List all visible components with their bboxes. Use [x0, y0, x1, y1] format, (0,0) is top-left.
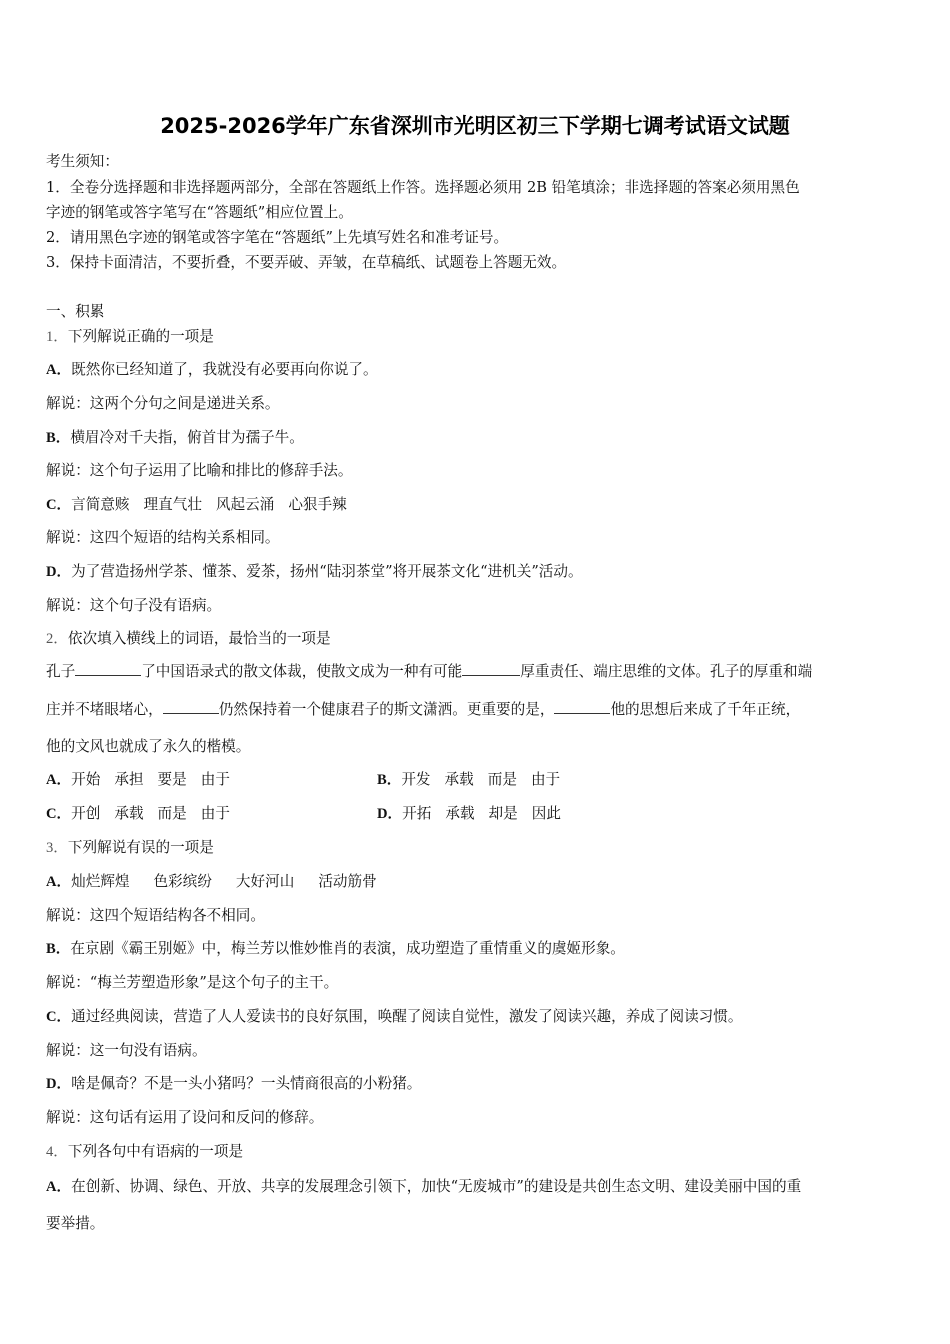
option-word: 由于	[530, 771, 561, 788]
q3-option-d-explain: 解说：这句话有运用了设问和反问的修辞。	[46, 1109, 324, 1126]
q3-option-c	[46, 1007, 742, 1027]
notice-item-number: 2．	[46, 229, 70, 246]
option-text: 横眉冷对千夫指，俯首甘为孺子牛。	[70, 429, 304, 446]
option-label: C．	[46, 806, 72, 822]
q3-option-b	[46, 939, 625, 959]
option-word: 开创	[71, 805, 101, 822]
phrase: 风起云涌	[215, 496, 275, 513]
option-label: A．	[46, 874, 72, 890]
q2-option-c	[46, 804, 230, 824]
option-label: C．	[46, 497, 72, 513]
fill-blank-3	[163, 701, 219, 714]
option-text: 在京剧《霸王别姬》中，梅兰芳以惟妙惟肖的表演，成功塑造了重情重义的虞姬形象。	[70, 940, 625, 957]
passage-text: 了中国语录式的散文体裁，使散文成为一种有可能	[141, 663, 463, 680]
option-text: 通过经典阅读，营造了人人爱读书的良好氛围，唤醒了阅读自觉性，激发了阅读兴趣，养成了阅读习惯。	[71, 1008, 743, 1025]
option-label: A．	[46, 772, 72, 788]
notice-item-text: 请用黑色字迹的钢笔或答字笔在“答题纸”上先填写姓名和准考证号。	[69, 229, 509, 246]
q2-passage-line-1	[46, 662, 812, 682]
phrase: 灿烂辉煌	[71, 873, 130, 890]
option-word: 而是	[487, 771, 517, 788]
q2-passage-line-2	[46, 700, 800, 720]
option-text: 啥是佩奇？不是一头小猪吗？一头情商很高的小粉猪。	[71, 1075, 422, 1092]
question-3-stem	[46, 838, 214, 858]
option-word: 要是	[157, 771, 187, 788]
phrase: 大好河山	[235, 873, 295, 890]
notice-item-text: 保持卡面清洁，不要折叠，不要弄破、弄皱，在草稿纸、试题卷上答题无效。	[69, 254, 567, 271]
q2-passage-line-3: 他的文风也就成了永久的楷模。	[46, 738, 251, 755]
option-label: D．	[46, 564, 72, 580]
q3-option-d	[46, 1074, 421, 1094]
phrase: 理直气壮	[143, 496, 202, 513]
option-word: 承载	[444, 771, 474, 788]
document-title: 2025-2026学年广东省深圳市光明区初三下学期七调考试语文试题	[160, 114, 790, 138]
notice-item-1-continued: 字迹的钢笔或答字笔写在“答题纸”相应位置上。	[46, 204, 353, 221]
q3-option-b-explain: 解说：“梅兰芳塑造形象”是这个句子的主干。	[46, 974, 339, 991]
option-word: 因此	[531, 805, 561, 822]
question-number: 1．	[46, 329, 68, 345]
notice-heading: 考生须知：	[46, 153, 119, 170]
option-word: 开拓	[402, 805, 432, 822]
option-text: 为了营造扬州学茶、懂茶、爱茶，扬州“陆羽茶堂”将开展茶文化“进机关”活动。	[71, 563, 583, 580]
passage-text: 仍然保持着一个健康君子的斯文潇洒。更重要的是，	[218, 701, 555, 718]
option-word: 承载	[445, 805, 475, 822]
fill-blank-2	[462, 663, 520, 676]
q1-option-b-explain: 解说：这个句子运用了比喻和排比的修辞手法。	[46, 462, 353, 479]
option-word: 承担	[114, 771, 144, 788]
passage-text: 厚重责任、端庄思维的文体。孔子的厚重和端	[520, 663, 813, 680]
section-heading: 一、积累	[46, 303, 105, 320]
q4-option-a-continued: 要举措。	[46, 1215, 105, 1232]
option-label: B．	[377, 772, 402, 788]
question-stem-text: 下列解说有误的一项是	[67, 839, 214, 856]
notice-item-number: 3．	[46, 254, 70, 271]
notice-item-number: 1．	[46, 179, 70, 196]
passage-text: 他的思想后来成了千年正统，	[610, 701, 801, 718]
phrase: 心狠手辣	[288, 496, 347, 513]
notice-item-3	[46, 253, 566, 273]
q1-option-a-explain: 解说：这两个分句之间是递进关系。	[46, 395, 280, 412]
option-word: 却是	[488, 805, 518, 822]
q1-option-c-explain: 解说：这四个短语的结构关系相同。	[46, 529, 280, 546]
q4-option-a	[46, 1177, 801, 1197]
option-label: A．	[46, 362, 72, 378]
option-label: C．	[46, 1009, 72, 1025]
option-label: D．	[377, 806, 403, 822]
q1-option-a	[46, 360, 378, 380]
question-4-stem	[46, 1142, 243, 1162]
question-number: 4．	[46, 1144, 68, 1160]
q3-option-a	[46, 872, 377, 892]
notice-item-1	[46, 178, 800, 198]
option-label: B．	[46, 941, 71, 957]
phrase: 言简意赅	[71, 496, 130, 513]
question-stem-text: 下列解说正确的一项是	[67, 328, 214, 345]
q2-option-b	[377, 770, 560, 790]
q1-option-d-explain: 解说：这个句子没有语病。	[46, 597, 222, 614]
option-text: 既然你已经知道了，我就没有必要再向你说了。	[71, 361, 378, 378]
fill-blank-4	[554, 701, 610, 714]
phrase: 色彩缤纷	[153, 873, 212, 890]
q1-option-c	[46, 495, 347, 515]
q2-option-d	[377, 804, 561, 824]
phrase: 活动筋骨	[318, 873, 377, 890]
question-stem-text: 依次填入横线上的词语，最恰当的一项是	[67, 630, 331, 647]
question-number: 3．	[46, 840, 68, 856]
notice-item-2	[46, 228, 508, 248]
option-word: 开始	[71, 771, 101, 788]
option-word: 由于	[200, 771, 230, 788]
q1-option-d	[46, 562, 583, 582]
passage-text: 孔子	[46, 663, 76, 680]
question-number: 2．	[46, 631, 68, 647]
option-word: 而是	[157, 805, 187, 822]
option-word: 承载	[114, 805, 144, 822]
option-word: 开发	[401, 771, 431, 788]
q2-option-a	[46, 770, 230, 790]
option-label: B．	[46, 430, 71, 446]
passage-text: 庄并不堵眼堵心，	[46, 701, 163, 718]
fill-blank-1	[75, 663, 141, 676]
question-stem-text: 下列各句中有语病的一项是	[67, 1143, 244, 1160]
option-word: 由于	[200, 805, 230, 822]
option-label: A．	[46, 1179, 72, 1195]
option-text: 在创新、协调、绿色、开放、共享的发展理念引领下，加快“无废城市”的建设是共创生态文明、建设美丽中国的重	[71, 1178, 802, 1195]
question-2-stem	[46, 629, 331, 649]
q3-option-a-explain: 解说：这四个短语结构各不相同。	[46, 907, 265, 924]
q1-option-b	[46, 428, 304, 448]
question-1-stem	[46, 327, 214, 347]
q3-option-c-explain: 解说：这一句没有语病。	[46, 1042, 207, 1059]
notice-item-text: 全卷分选择题和非选择题两部分，全部在答题纸上作答。选择题必须用 2B 铅笔填涂；非选择题的答案必须用黑色	[69, 179, 800, 196]
option-label: D．	[46, 1076, 72, 1092]
